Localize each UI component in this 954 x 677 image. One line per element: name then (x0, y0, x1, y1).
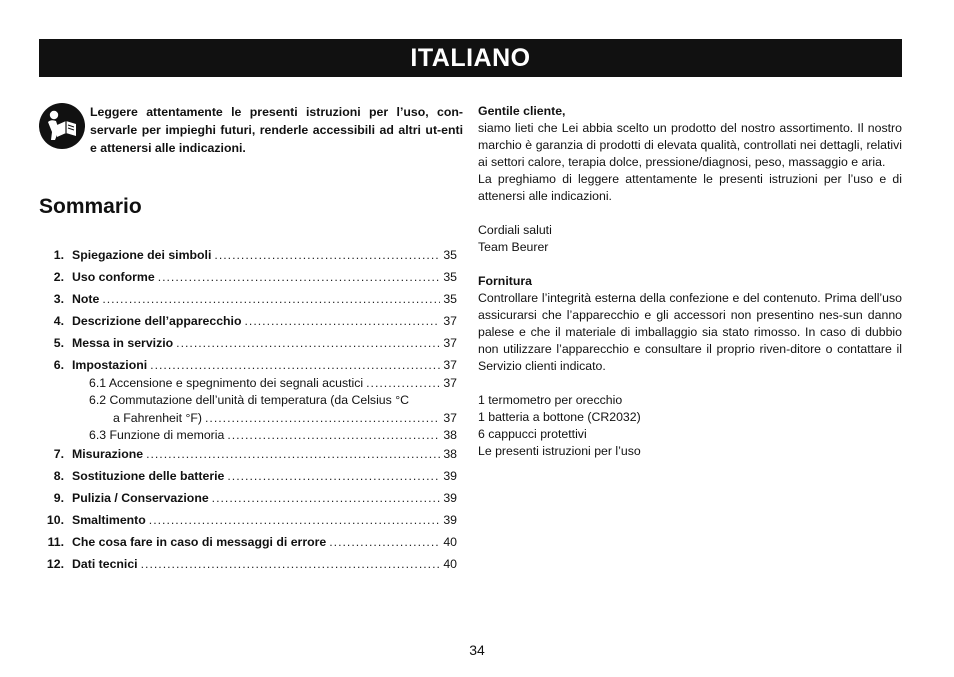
toc-page: 37 (443, 411, 457, 425)
toc-page: 37 (443, 336, 457, 350)
toc-leader (102, 290, 440, 308)
supply-item: 6 cappucci protettivi (478, 427, 587, 441)
toc-subentry (39, 374, 457, 392)
toc-label: Spiegazione dei simboli (72, 248, 212, 262)
toc-label: Dati tecnici (72, 557, 138, 571)
notice-text: Leggere attentamente le presenti istruzioni per l’uso, con-servarle per impieghi futuri, renderle accessibili ad altri ut-enti e attenersi alle indicazioni. (90, 105, 463, 155)
toc-label: Misurazione (72, 447, 144, 461)
toc-label: Smaltimento (72, 513, 146, 527)
toc-page: 38 (443, 428, 457, 442)
toc-label: 6.3 Funzione di memoria (89, 428, 225, 442)
toc-leader (158, 268, 441, 286)
toc-leader (245, 312, 441, 330)
toc-leader (205, 409, 440, 427)
toc-leader (176, 334, 440, 352)
greeting-heading: Gentile cliente, (478, 104, 566, 118)
toc-label: Pulizia / Conservazione (72, 491, 209, 505)
toc-entry (39, 290, 457, 308)
toc-number: 8. (53, 469, 64, 483)
toc-label: Impostazioni (72, 358, 148, 372)
toc-number: 6. (53, 358, 64, 372)
greeting-paragraph: siamo lieti che Lei abbia scelto un prodotto del nostro assortimento. Il nostro marchio è garanzia di prodotti di elevata qualità, controllati nei dettagli, relativi ai settori calore, terapia dolce, pressione/diagnosi, peso, massaggio e aria. (478, 121, 902, 169)
supply-item: Le presenti istruzioni per l’uso (478, 444, 641, 458)
summary-title: Sommario (39, 195, 142, 218)
toc-label: a Fahrenheit °F) (113, 411, 202, 425)
toc-subentry (39, 391, 457, 409)
toc-page: 37 (443, 314, 457, 328)
introduction-column (478, 103, 902, 460)
toc-number: 11. (47, 535, 64, 549)
toc-entry (39, 467, 457, 485)
toc-number: 12. (46, 557, 64, 571)
toc-leader (141, 555, 441, 573)
toc-page: 38 (443, 447, 457, 461)
toc-label: Messa in servizio (72, 336, 174, 350)
toc-number: 3. (53, 292, 64, 306)
toc-page: 37 (443, 358, 457, 372)
toc-page: 39 (443, 469, 457, 483)
toc-leader (146, 445, 440, 463)
toc-entry (39, 445, 457, 463)
toc-label: Descrizione dell’apparecchio (72, 314, 242, 328)
toc-page: 35 (443, 248, 457, 262)
toc-entry (39, 555, 457, 573)
toc-entry (39, 312, 457, 330)
toc-page: 39 (443, 491, 457, 505)
toc-number: 5. (53, 336, 64, 350)
toc-leader (329, 533, 440, 551)
toc-number: 4. (53, 314, 64, 328)
table-of-contents (39, 246, 457, 573)
toc-leader (150, 356, 440, 374)
closing-line: Cordiali saluti (478, 223, 552, 237)
read-manual-icon (39, 103, 85, 149)
closing-line: Team Beurer (478, 240, 549, 254)
toc-entry (39, 268, 457, 286)
toc-page: 39 (443, 513, 457, 527)
toc-page: 35 (443, 270, 457, 284)
toc-entry (39, 511, 457, 529)
toc-entry (39, 489, 457, 507)
toc-number: 9. (53, 491, 64, 505)
toc-entry (39, 334, 457, 352)
greeting-paragraph: La preghiamo di leggere attentamente le presenti istruzioni per l’uso e di attenersi alle indicazioni. (478, 172, 902, 203)
toc-label: Uso conforme (72, 270, 155, 284)
toc-label: Che cosa fare in caso di messaggi di errore (72, 535, 327, 549)
toc-label: Sostituzione delle batterie (72, 469, 225, 483)
toc-entry (39, 246, 457, 264)
toc-leader (214, 246, 440, 264)
toc-entry (39, 533, 457, 551)
page-number: 34 (469, 642, 485, 658)
toc-leader (366, 374, 440, 392)
toc-page: 40 (443, 557, 457, 571)
supply-item: 1 termometro per orecchio (478, 393, 623, 407)
toc-page: 35 (443, 292, 457, 306)
toc-leader (227, 467, 440, 485)
toc-page: 40 (443, 535, 457, 549)
toc-label: Note (72, 292, 100, 306)
toc-label: 6.1 Accensione e spegnimento dei segnali acustici (89, 376, 364, 390)
toc-leader (227, 426, 440, 444)
toc-entry (39, 356, 457, 374)
toc-subentry (39, 426, 457, 444)
toc-leader (212, 489, 441, 507)
supply-item: 1 batteria a bottone (CR2032) (478, 410, 641, 424)
toc-page: 37 (443, 376, 457, 390)
supply-heading: Fornitura (478, 274, 532, 288)
toc-number: 2. (53, 270, 64, 284)
toc-subentry-continued (39, 409, 457, 427)
language-title: ITALIANO (410, 43, 531, 72)
language-header (39, 39, 902, 77)
toc-number: 1. (53, 248, 64, 262)
toc-number: 7. (53, 447, 64, 461)
toc-leader (149, 511, 441, 529)
toc-label: 6.2 Commutazione dell’unità di temperatura (da Celsius °C (89, 393, 410, 407)
supply-paragraph: Controllare l’integrità esterna della confezione e del contenuto. Prima dell’uso assicurarsi che l’apparecchio e gli accessori non presentino nes-sun danno palese e che il materiale di imballaggio sia stato rimosso. In caso di dubbio non utilizzare l’apparecchio e consultare il proprio riven-ditore o contattare il Servizio clienti indicato. (478, 291, 902, 373)
toc-number: 10. (46, 513, 64, 527)
